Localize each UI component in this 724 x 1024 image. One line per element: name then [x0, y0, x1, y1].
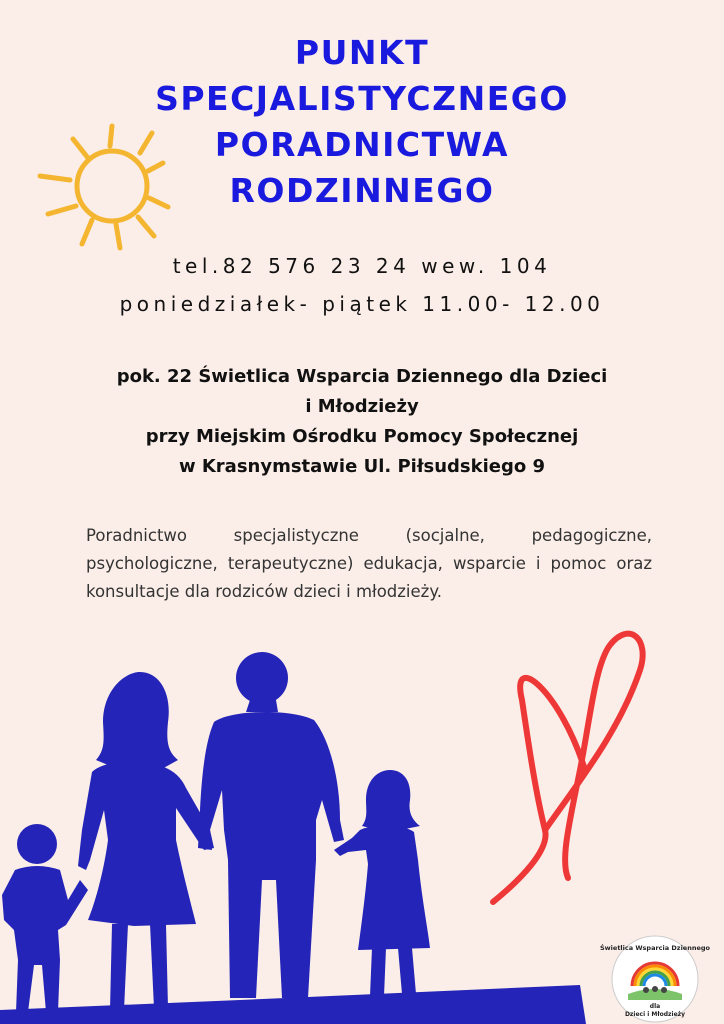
address-line: i Młodzieży — [305, 396, 419, 417]
opening-hours: poniedziałek- piątek 11.00- 12.00 — [119, 292, 605, 316]
logo-badge — [600, 934, 710, 1024]
father-figure — [198, 652, 344, 998]
address-line: w Krasnymstawie Ul. Piłsudskiego 9 — [178, 456, 546, 477]
title-line: PORADNICTWA — [214, 125, 510, 164]
address-line: pok. 22 Świetlica Wsparcia Dziennego dla Dzieci — [116, 366, 608, 387]
title-line: RODZINNEGO — [229, 171, 495, 210]
address-block — [0, 362, 724, 482]
poster-title — [0, 30, 724, 214]
boy-figure — [2, 824, 88, 1012]
logo-text-mid: dla — [649, 1003, 661, 1010]
girl-figure — [334, 770, 430, 996]
address-line: przy Miejskim Ośrodku Pomocy Społecznej — [145, 426, 579, 447]
logo-text-top: Świetlica Wsparcia Dziennego — [600, 944, 710, 952]
title-line: PUNKT — [294, 33, 430, 72]
title-line: SPECJALISTYCZNEGO — [155, 79, 569, 118]
description-paragraph: Poradnictwo specjalistyczne (socjalne, pedagogiczne, psychologiczne, terapeutyczne) edukacja, wsparcie i pomoc oraz konsultacje dla rodziców dzieci i młodzieży. — [86, 526, 652, 601]
phone-number[interactable]: tel.82 576 23 24 wew. 104 — [172, 254, 552, 278]
family-silhouette — [0, 652, 586, 1024]
logo-text-bottom: Dzieci i Młodzieży — [624, 1011, 686, 1018]
heart-icon — [493, 634, 643, 902]
mother-figure — [78, 672, 214, 1010]
